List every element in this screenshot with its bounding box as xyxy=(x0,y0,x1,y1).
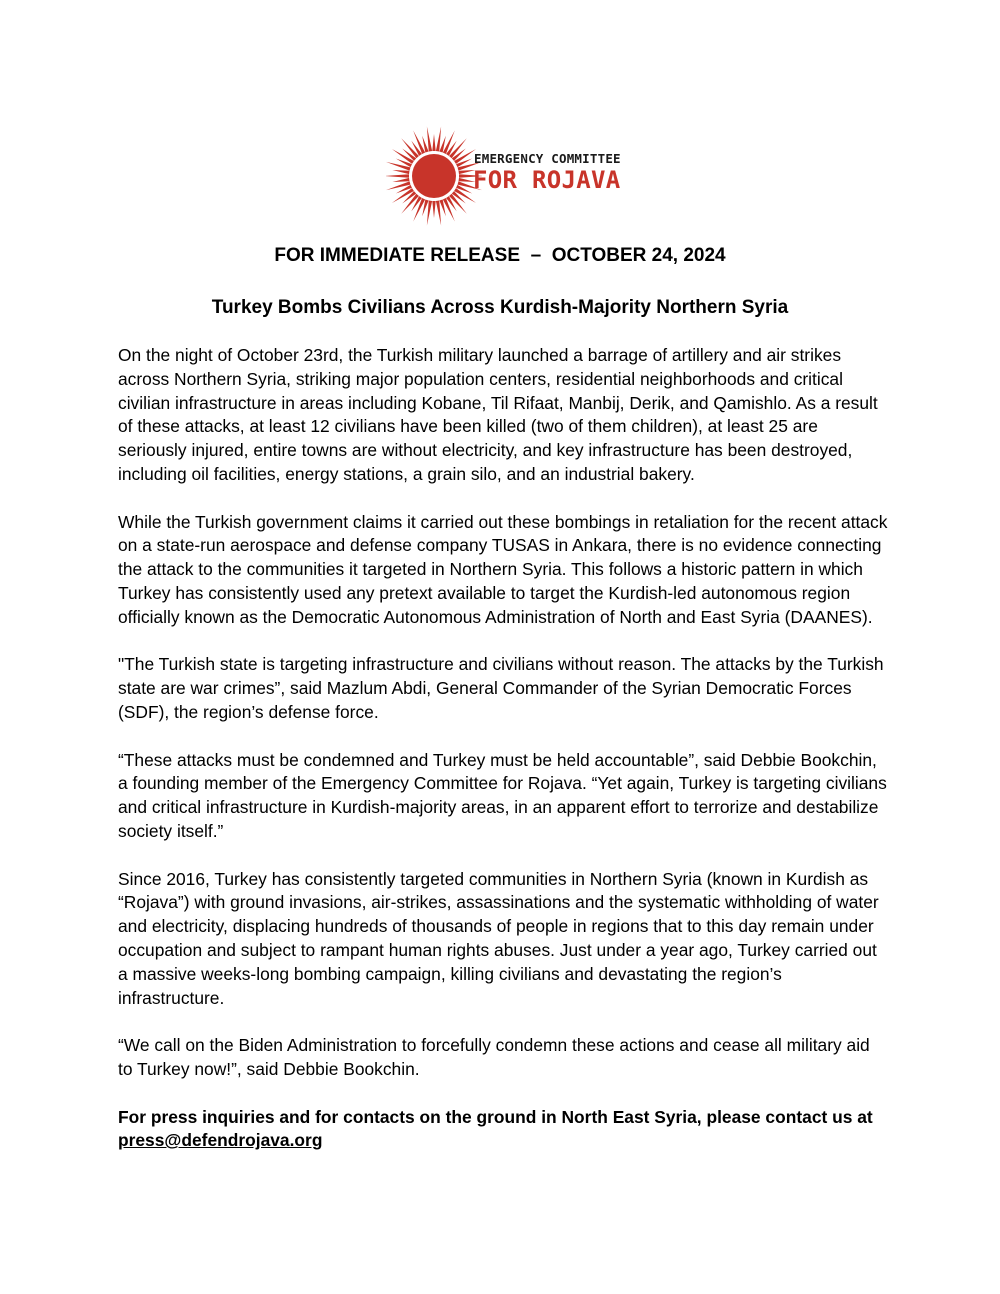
press-contact-text: For press inquiries and for contacts on the ground in North East Syria, please contact us at xyxy=(118,1106,873,1127)
paragraph: “These attacks must be condemned and Turkey must be held accountable”, said Debbie Bookchin, a founding member of the Emergency Committee for Rojava. “Yet again, Turkey is targeting civilians and critical infrastructure in Kurdish-majority areas, in an apparent effort to terrorize and destabilize society itself.” xyxy=(118,749,887,841)
sun-ray xyxy=(386,174,409,177)
sun-ray xyxy=(413,131,425,154)
sun-ray xyxy=(443,131,455,154)
release-separator: – xyxy=(530,245,542,266)
sun-ray xyxy=(432,134,435,151)
sun-core xyxy=(412,154,456,198)
sun-ray xyxy=(432,201,435,218)
sun-ray xyxy=(413,198,425,221)
release-date: OCTOBER 24, 2024 xyxy=(551,245,726,266)
paragraph: "The Turkish state is targeting infrastructure and civilians without reason. The attacks by the Turkish state are war crimes”, said Mazlum Abdi, General Commander of the Syrian Democratic Forces (SDF), the region’s defense force. xyxy=(118,654,884,722)
paragraph: Since 2016, Turkey has consistently targeted communities in Northern Syria (known in Kurdish as “Rojava”) with ground invasions, air-strikes, assassinations and the systematic withholding of water and electricity, displacing hundreds of thousands of people in regions that to this day remain under occupation and subject to rampant human rights abuses. Just under a year ago, Turkey carried out a massive weeks-long bombing campaign, killing civilians and devastating the region’s infrastructure. xyxy=(118,868,879,1008)
paragraph: “We call on the Biden Administration to forcefully condemn these actions and cease all military aid to Turkey now!”, said Debbie Bookchin. xyxy=(118,1035,870,1079)
sun-icon xyxy=(386,120,482,232)
organization-logo xyxy=(386,120,621,232)
logo-text-line2: FOR ROJAVA xyxy=(473,166,621,194)
sun-ray xyxy=(436,127,441,152)
press-email-link[interactable]: press@defendrojava.org xyxy=(118,1130,323,1151)
headline: Turkey Bombs Civilians Across Kurdish-Majority Northern Syria xyxy=(211,297,789,318)
logo-text-line1: EMERGENCY COMMITTEE xyxy=(474,151,621,166)
release-date-line xyxy=(0,244,1000,268)
sun-ray xyxy=(392,178,409,182)
sun-ray xyxy=(392,170,409,174)
sun-ray xyxy=(427,201,432,226)
paragraph: While the Turkish government claims it carried out these bombings in retaliation for the recent attack on a state-run aerospace and defense company TUSAS in Ankara, there is no evidence connecting the attack to the communities it targeted in Northern Syria. This follows a historic pattern in which Turkey has consistently used any pretext available to target the Kurdish-led autonomous region officially known as the Democratic Autonomous Administration of North and East Syria (DAANES). xyxy=(118,511,888,627)
sun-ray xyxy=(427,127,432,152)
sun-ray xyxy=(443,198,455,221)
paragraph: On the night of October 23rd, the Turkish military launched a barrage of artillery and air strikes across Northern Syria, striking major population centers, residential neighborhoods and critical civilian infrastructure in areas including Kobane, Til Rifaat, Manbij, Derik, and Qamishlo. As a result of these attacks, at least 12 civilians have been killed (two of them children), at least 25 are seriously injured, entire towns are without electricity, and key infrastructure has been destroyed, including oil facilities, energy stations, a grain silo, and an industrial bakery. xyxy=(118,345,878,484)
body-text xyxy=(118,344,888,1177)
press-contact xyxy=(118,1106,888,1154)
release-label: FOR IMMEDIATE RELEASE xyxy=(274,245,520,266)
sun-ray xyxy=(436,201,441,226)
